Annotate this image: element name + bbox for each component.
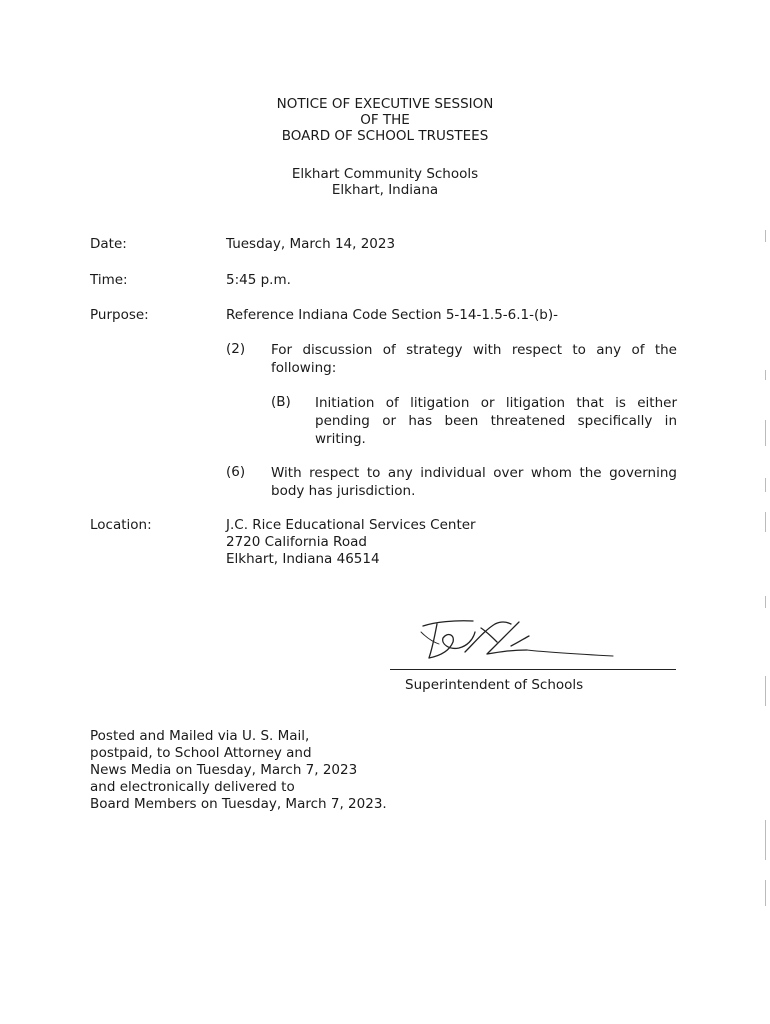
organization-name: Elkhart Community Schools <box>291 166 479 182</box>
item-6-number: (6) <box>226 464 246 480</box>
posting-line-3: News Media on Tuesday, March 7, 2023 <box>90 762 358 778</box>
purpose-value: Reference Indiana Code Section 5-14-1.5-6.1-(b)- <box>226 307 558 323</box>
item-2-number: (2) <box>226 341 246 357</box>
title-line-1: NOTICE OF EXECUTIVE SESSION <box>276 96 494 112</box>
posting-line-5: Board Members on Tuesday, March 7, 2023. <box>90 796 387 812</box>
notice-title <box>190 96 580 144</box>
posting-line-4: and electronically delivered to <box>90 779 295 795</box>
date-label: Date: <box>90 236 127 252</box>
time-value: 5:45 p.m. <box>226 272 291 288</box>
signature-title: Superintendent of Schools <box>405 677 584 693</box>
posting-line-1: Posted and Mailed via U. S. Mail, <box>90 728 310 744</box>
signature-line <box>390 669 676 670</box>
organization-city: Elkhart, Indiana <box>331 182 439 198</box>
item-2-text: For discussion of strategy with respect to any of the following: <box>271 342 677 376</box>
handwritten-signature <box>415 612 620 668</box>
purpose-label: Purpose: <box>90 307 149 323</box>
title-line-3: BOARD OF SCHOOL TRUSTEES <box>281 128 489 144</box>
posting-notice <box>90 728 387 813</box>
location-line-2: 2720 California Road <box>226 534 367 550</box>
location-label: Location: <box>90 517 152 533</box>
organization-block <box>190 166 580 198</box>
location-address <box>226 517 476 568</box>
location-line-3: Elkhart, Indiana 46514 <box>226 551 380 567</box>
location-line-1: J.C. Rice Educational Services Center <box>226 517 476 533</box>
scan-margin-marks <box>762 0 770 1024</box>
time-label: Time: <box>90 272 128 288</box>
date-value: Tuesday, March 14, 2023 <box>226 236 396 252</box>
item-6-text: With respect to any individual over whom the governing body has jurisdiction. <box>271 465 677 499</box>
title-line-2: OF THE <box>360 112 410 128</box>
item-b-text: Initiation of litigation or litigation that is either pending or has been threatened specifically in writing. <box>315 395 677 447</box>
item-b-number: (B) <box>271 394 291 410</box>
posting-line-2: postpaid, to School Attorney and <box>90 745 312 761</box>
